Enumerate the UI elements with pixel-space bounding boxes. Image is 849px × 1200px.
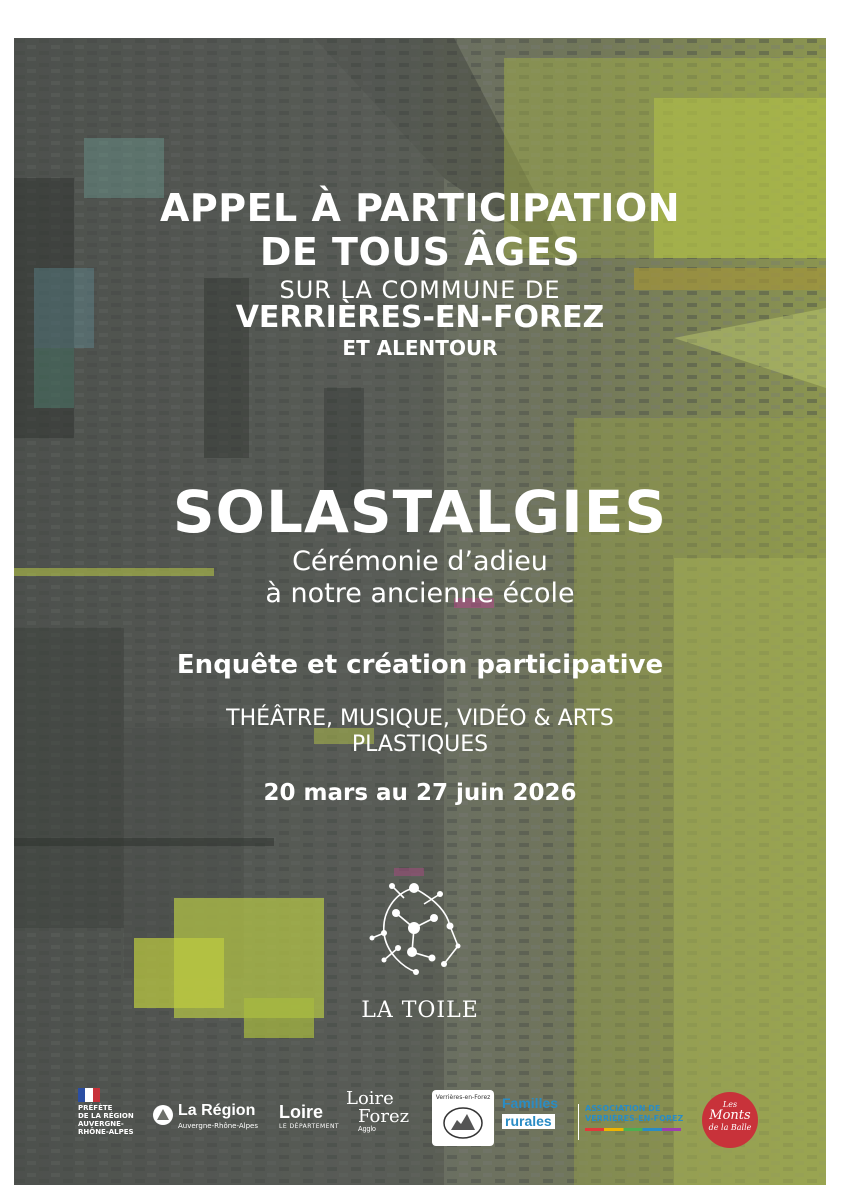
event-title: SOLASTALGIES <box>172 478 668 546</box>
region-name: La Région <box>178 1102 256 1119</box>
monts-line1: Les <box>722 1100 738 1109</box>
region-sub: Auvergne-Rhône-Alpes <box>178 1122 258 1130</box>
partner-logos <box>14 1078 826 1178</box>
prefecture-logo <box>78 1088 148 1158</box>
commune-logo <box>432 1090 494 1146</box>
event-subtitle-line1: Cérémonie d’adieu <box>292 546 548 577</box>
familles-line2: rurales <box>502 1114 555 1129</box>
loire-forez-logo <box>346 1090 426 1150</box>
headline-line4: VERRIÈRES-EN-FOREZ <box>235 300 605 335</box>
loire-name: Loire <box>279 1102 324 1122</box>
church-icon <box>443 1106 483 1140</box>
familles-rurales-logo <box>502 1096 574 1144</box>
loire-sub: LE DÉPARTEMENT <box>279 1123 340 1130</box>
association-line2: VERRIÈRES-EN-FOREZ <box>585 1114 684 1123</box>
region-logo <box>152 1102 270 1142</box>
event-disciplines-line2: PLASTIQUES <box>351 732 489 757</box>
association-stripe <box>585 1128 681 1131</box>
loire-forez-sub: Agglo <box>358 1126 376 1133</box>
marianne-icon <box>78 1088 100 1102</box>
headline-line1: APPEL À PARTICIPATION <box>159 186 681 230</box>
headline-line5: ET ALENTOUR <box>342 336 498 360</box>
association-line1: ASSOCIATION DE <box>585 1104 661 1113</box>
commune-name: Verrières-en-Forez <box>435 1094 491 1101</box>
event-tagline: Enquête et création participative <box>176 650 664 680</box>
association-logo <box>578 1104 697 1140</box>
region-mark-icon <box>152 1104 174 1126</box>
prefecture-line3: AUVERGNE- <box>78 1120 124 1128</box>
loire-logo <box>279 1102 349 1142</box>
event-disciplines-line1: THÉÂTRE, MUSIQUE, VIDÉO & ARTS <box>226 706 614 731</box>
prefecture-line2: DE LA RÉGION <box>78 1112 134 1120</box>
monts-logo <box>702 1092 758 1148</box>
monts-line2: Monts <box>709 1108 751 1123</box>
familles-line1: Familles <box>502 1095 559 1111</box>
prefecture-line1: PRÉFÈTE <box>78 1104 113 1112</box>
poster <box>14 38 826 1185</box>
event-dates: 20 mars au 27 juin 2026 <box>263 780 577 806</box>
network-tree-icon <box>354 868 474 988</box>
loire-forez-line1: Loire <box>346 1088 394 1109</box>
loire-forez-line2: Forez <box>358 1106 410 1127</box>
headline-line2: DE TOUS ÂGES <box>259 230 581 274</box>
prefecture-line4: RHÔNE-ALPES <box>78 1128 134 1136</box>
headline-line3: SUR LA COMMUNE DE <box>279 276 561 304</box>
event-subtitle-line2: à notre ancienne école <box>265 578 575 609</box>
monts-line3: de la Balle <box>708 1123 752 1132</box>
organizer-name: LA TOILE <box>361 998 479 1023</box>
